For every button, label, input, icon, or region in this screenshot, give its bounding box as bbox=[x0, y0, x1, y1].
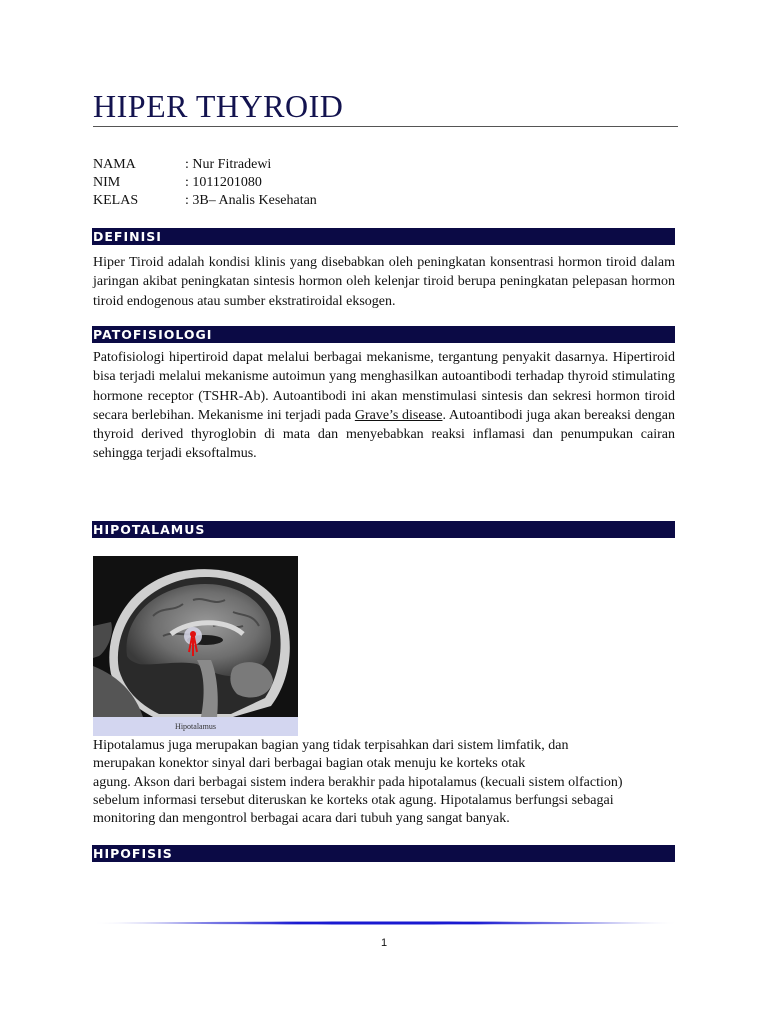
definisi-paragraph: Hiper Tiroid adalah kondisi klinis yang disebabkan oleh peningkatan konsentrasi hormon tiroid dalam jaringan akibat peningkatan sintesis hormon oleh kelenjar tiroid berupa peningkatan pelepasan hormon tiroid endogenous atau sumber ekstratiroidal eksogen. bbox=[93, 255, 675, 309]
page-number: 1 bbox=[380, 937, 388, 949]
patofisiologi-text-2: . Autoantibodi juga akan bereaksi dengan thyroid derived thyroglobin di mata dan menyebabkan reaksi inflamasi dan penumpukan cairan sehingga terjadi eksoftalmus. bbox=[93, 407, 675, 462]
title-rule bbox=[93, 126, 678, 127]
brain-mri-image bbox=[93, 556, 298, 717]
name-label: NAMA bbox=[93, 157, 136, 172]
heading-patofisiologi: PATOFISIOLOGI bbox=[92, 326, 675, 343]
hipotalamus-line-1: Hipotalamus juga merupakan bagian yang tidak terpisahkan dari sistem limfatik, dan bbox=[93, 738, 569, 753]
footer-divider bbox=[93, 919, 678, 927]
document-title: HIPER THYROID bbox=[93, 88, 344, 124]
name-value: : Nur Fitradewi bbox=[185, 157, 272, 172]
patofisiologi-text-1: Patofisiologi hipertiroid dapat melalui berbagai mekanisme, tergantung penyakit dasarnya. Hipertiroid bisa terjadi melalui mekanisme autoimun yang menghasilkan autoantibodi terhadap thyroid stimulating hormone receptor (TSHR-Ab). Autoantibodi ini akan menstimulasi sintesis dan sekresi hormon tiroid secara berlebihan. Mekanisme ini terjadi pada bbox=[93, 350, 675, 423]
heading-hipofisis: HIPOFISIS bbox=[92, 845, 675, 862]
nim-value: : 1011201080 bbox=[185, 175, 262, 190]
hipotalamus-line-5: monitoring dan mengontrol berbagai acara dari tubuh yang sangat banyak. bbox=[93, 811, 510, 827]
hipotalamus-line-4: sebelum informasi tersebut diteruskan ke korteks otak agung. Hipotalamus berfungsi sebagai bbox=[93, 792, 614, 808]
class-label: KELAS bbox=[93, 193, 139, 208]
nim-label: NIM bbox=[93, 175, 121, 190]
figure-caption: Hipotalamus bbox=[93, 717, 298, 736]
nim-row bbox=[93, 174, 317, 192]
brain-mri-figure bbox=[93, 556, 298, 736]
heading-definisi: DEFINISI bbox=[92, 228, 675, 245]
class-row bbox=[93, 192, 317, 210]
class-value: : 3B– Analis Kesehatan bbox=[185, 193, 317, 208]
hipotalamus-line-3: agung. Akson dari berbagai sistem indera berakhir pada hipotalamus (kecuali sistem olfaction) bbox=[93, 774, 623, 790]
graves-disease-link[interactable]: Grave’s disease bbox=[354, 407, 443, 423]
heading-hipotalamus: HIPOTALAMUS bbox=[92, 521, 675, 538]
hipotalamus-line-2: merupakan konektor sinyal dari berbagai bagian otak menuju ke korteks otak bbox=[93, 756, 526, 772]
name-row bbox=[93, 156, 317, 174]
hipotalamus-paragraph bbox=[93, 737, 675, 828]
student-info bbox=[93, 156, 317, 210]
patofisiologi-paragraph bbox=[93, 348, 675, 464]
